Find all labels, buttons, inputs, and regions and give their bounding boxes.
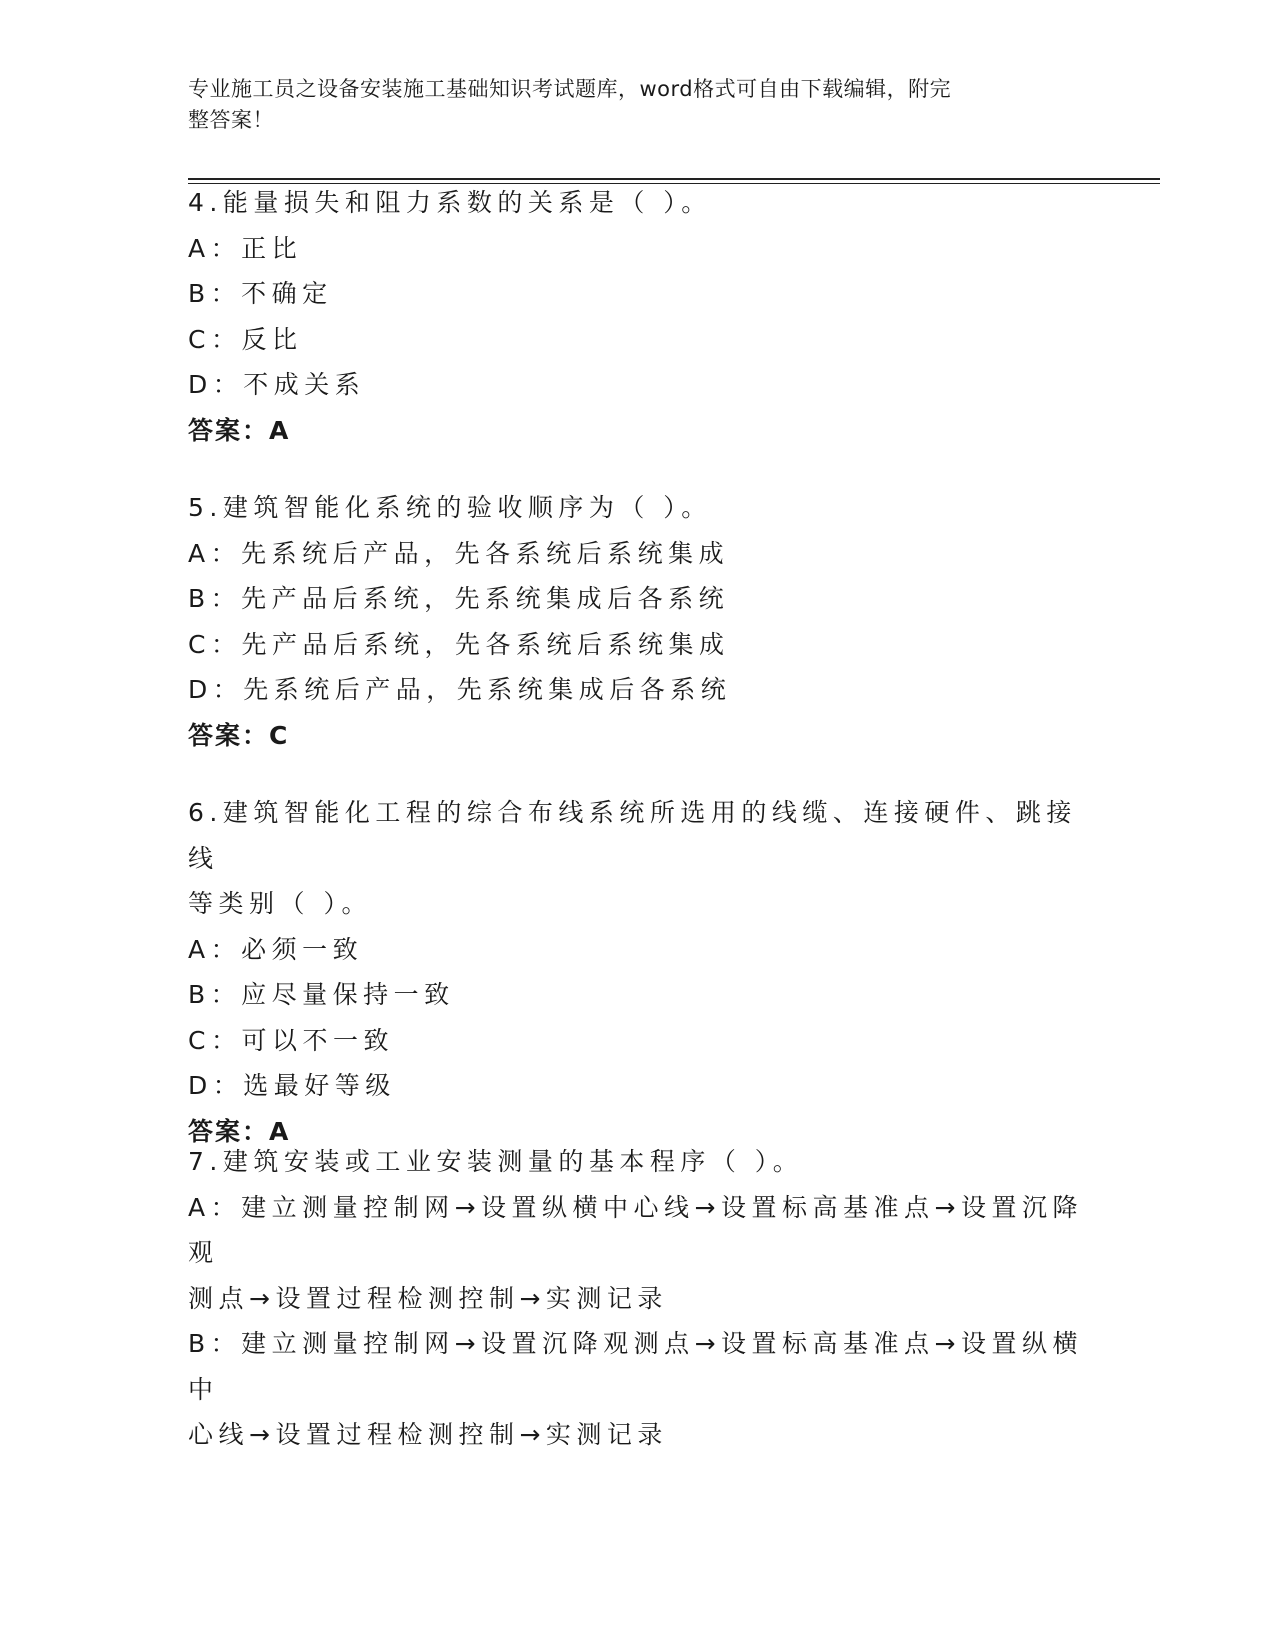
header-line-2: 整答案！	[188, 108, 274, 132]
question-6	[188, 790, 1088, 1154]
option-a-line-1: A：建立测量控制网→设置纵横中心线→设置标高基准点→设置沉降观	[188, 1192, 1083, 1267]
option-b-line-2: 心线→设置过程检测控制→实测记录	[188, 1420, 668, 1449]
question-stem: 5.建筑智能化系统的验收顺序为（ ）。	[188, 493, 712, 522]
question-stem: 4.能量损失和阻力系数的关系是（ ）。	[188, 188, 712, 217]
question-4	[188, 180, 1088, 453]
option-a: A：必须一致	[188, 934, 364, 964]
option-c: C：反比	[188, 324, 303, 354]
option-a-line-2: 测点→设置过程检测控制→实测记录	[188, 1283, 668, 1313]
question-stem-line-1: 6.建筑智能化工程的综合布线系统所选用的线缆、连接硬件、跳接线	[188, 798, 1077, 873]
header-line-1: 专业施工员之设备安装施工基础知识考试题库，word格式可自由下载编辑，附完	[188, 77, 952, 101]
option-d: D：不成关系	[188, 370, 366, 399]
question-stem: 7.建筑安装或工业安装测量的基本程序（ ）。	[188, 1147, 804, 1176]
question-stem-line-2: 等类别（ ）。	[188, 889, 372, 918]
option-d: D：先系统后产品，先系统集成后各系统	[188, 675, 732, 704]
option-c: C：可以不一致	[188, 1025, 394, 1055]
answer-label: 答案：A	[188, 1116, 291, 1146]
answer-label: 答案：A	[188, 415, 291, 445]
answer-label: 答案：C	[188, 720, 290, 750]
option-d: D：选最好等级	[188, 1071, 396, 1100]
option-b: B：先产品后系统，先系统集成后各系统	[188, 584, 730, 613]
option-b-line-1: B：建立测量控制网→设置沉降观测点→设置标高基准点→设置纵横中	[188, 1329, 1083, 1404]
option-a: A：正比	[188, 233, 303, 263]
option-c: C：先产品后系统，先各系统后系统集成	[188, 629, 730, 659]
document-header	[188, 74, 1068, 136]
question-5	[188, 485, 1088, 758]
option-b: B：应尽量保持一致	[188, 980, 455, 1009]
question-7	[188, 1139, 1088, 1458]
option-b: B：不确定	[188, 279, 333, 308]
option-a: A：先系统后产品，先各系统后系统集成	[188, 538, 730, 568]
